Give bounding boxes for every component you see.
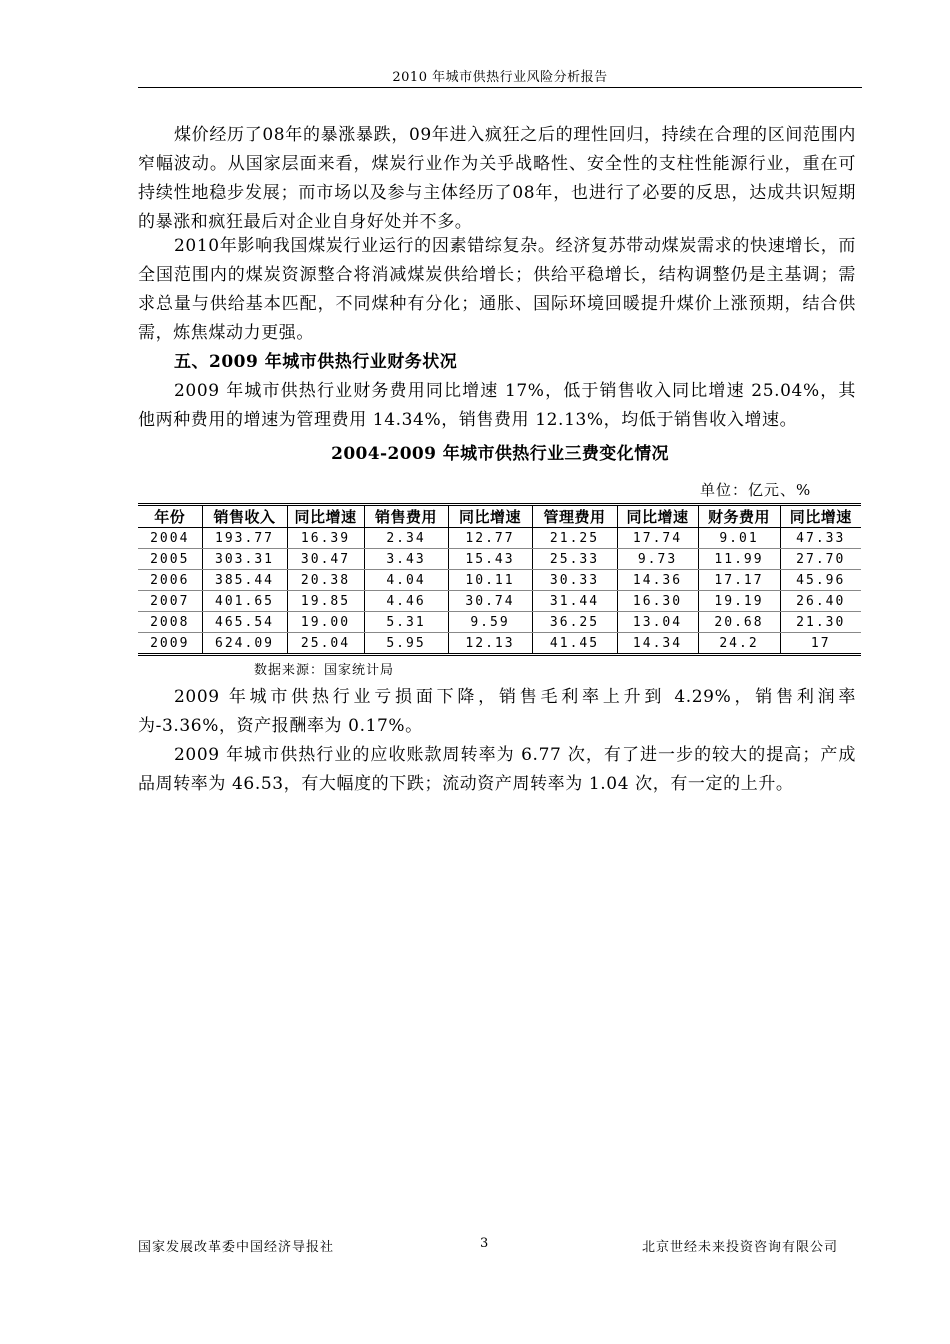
page-number: 3 <box>480 1236 489 1251</box>
col-header-growth: 同比增速 <box>780 505 861 528</box>
table-cell: 9.59 <box>448 612 532 633</box>
table-row <box>138 549 861 570</box>
table-cell: 5.95 <box>364 633 448 655</box>
section-heading: 五、2009 年城市供热行业财务状况 <box>174 352 458 372</box>
table-cell: 624.09 <box>202 633 287 655</box>
table-cell: 20.38 <box>287 570 364 591</box>
col-header-growth: 同比增速 <box>448 505 532 528</box>
table-cell: 19.00 <box>287 612 364 633</box>
table-cell: 17.74 <box>617 528 698 549</box>
table-cell: 3.43 <box>364 549 448 570</box>
table-cell: 47.33 <box>780 528 861 549</box>
table-cell-year: 2009 <box>138 633 202 655</box>
table-cell: 27.70 <box>780 549 861 570</box>
table-cell: 21.30 <box>780 612 861 633</box>
table-cell: 17 <box>780 633 861 655</box>
table-unit: 单位：亿元、% <box>700 481 812 499</box>
table-cell: 11.99 <box>698 549 780 570</box>
table-cell: 13.04 <box>617 612 698 633</box>
col-header-admin-expense: 管理费用 <box>532 505 617 528</box>
table-cell: 15.43 <box>448 549 532 570</box>
table-row <box>138 612 861 633</box>
table-cell: 25.04 <box>287 633 364 655</box>
table-row <box>138 591 861 612</box>
table-cell: 45.96 <box>780 570 861 591</box>
table-cell: 31.44 <box>532 591 617 612</box>
table-cell: 9.01 <box>698 528 780 549</box>
table-cell: 2.34 <box>364 528 448 549</box>
table-cell-year: 2004 <box>138 528 202 549</box>
col-header-sales-revenue: 销售收入 <box>202 505 287 528</box>
table-cell: 25.33 <box>532 549 617 570</box>
table-cell-year: 2007 <box>138 591 202 612</box>
table-title: 2004-2009 年城市供热行业三费变化情况 <box>331 444 669 464</box>
footer-publisher: 国家发展改革委中国经济导报社 <box>138 1240 335 1255</box>
table-cell: 21.25 <box>532 528 617 549</box>
paragraph-turnover: 2009 年城市供热行业的应收账款周转率为 6.77 次，有了进一步的较大的提高；产成品周转率为 46.53，有大幅度的下跌；流动资产周转率为 1.04 次，有一定的上升。 <box>138 745 856 794</box>
table-cell: 401.65 <box>202 591 287 612</box>
table-cell: 16.30 <box>617 591 698 612</box>
table-row <box>138 633 861 655</box>
table-cell: 4.04 <box>364 570 448 591</box>
table-cell: 17.17 <box>698 570 780 591</box>
header-rule <box>138 87 862 88</box>
table-cell: 5.31 <box>364 612 448 633</box>
table-cell: 30.74 <box>448 591 532 612</box>
table-cell: 19.85 <box>287 591 364 612</box>
table-cell: 20.68 <box>698 612 780 633</box>
table-cell: 12.77 <box>448 528 532 549</box>
table-row <box>138 570 861 591</box>
data-source: 数据来源：国家统计局 <box>254 663 395 678</box>
footer-company: 北京世经未来投资咨询有限公司 <box>641 1240 838 1255</box>
table-cell: 19.19 <box>698 591 780 612</box>
paragraph-profitability: 2009 年城市供热行业亏损面下降，销售毛利率上升到 4.29%，销售利润率为-3.36%，资产报酬率为 0.17%。 <box>138 687 856 736</box>
three-expenses-table <box>138 503 861 656</box>
table-cell: 385.44 <box>202 570 287 591</box>
paragraph-finance-expense: 2009 年城市供热行业财务费用同比增速 17%，低于销售收入同比增速 25.04%，其他两种费用的增速为管理费用 14.34%，销售费用 12.13%，均低于销售收入增速。 <box>138 381 856 430</box>
table-cell: 10.11 <box>448 570 532 591</box>
col-header-finance-expense: 财务费用 <box>698 505 780 528</box>
table-cell: 465.54 <box>202 612 287 633</box>
table-row <box>138 528 861 549</box>
paragraph-coal-price: 煤价经历了08年的暴涨暴跌，09年进入疯狂之后的理性回归，持续在合理的区间范围内窄幅波动。从国家层面来看，煤炭行业作为关乎战略性、安全性的支柱性能源行业，重在可持续性地稳步发展；而市场以及参与主体经历了08年，也进行了必要的反思，达成共识短期的暴涨和疯狂最后对企业自身好处并不多。 <box>138 125 856 232</box>
paragraph-2010-coal-factors: 2010年影响我国煤炭行业运行的因素错综复杂。经济复苏带动煤炭需求的快速增长，而全国范围内的煤炭资源整合将消减煤炭供给增长；供给平稳增长，结构调整仍是主基调；需求总量与供给基本匹配，不同煤种有分化；通胀、国际环境回暖提升煤价上涨预期，结合供需，炼焦煤动力更强。 <box>138 236 856 343</box>
table-cell: 12.13 <box>448 633 532 655</box>
col-header-growth: 同比增速 <box>617 505 698 528</box>
table-cell: 9.73 <box>617 549 698 570</box>
table-cell: 193.77 <box>202 528 287 549</box>
table-cell: 4.46 <box>364 591 448 612</box>
table-cell: 26.40 <box>780 591 861 612</box>
table-cell-year: 2006 <box>138 570 202 591</box>
table-cell-year: 2008 <box>138 612 202 633</box>
table-cell: 24.2 <box>698 633 780 655</box>
table-cell: 30.47 <box>287 549 364 570</box>
table-cell-year: 2005 <box>138 549 202 570</box>
table-cell: 14.34 <box>617 633 698 655</box>
table-cell: 14.36 <box>617 570 698 591</box>
col-header-sales-expense: 销售费用 <box>364 505 448 528</box>
page-header-title: 2010 年城市供热行业风险分析报告 <box>392 70 608 85</box>
table-cell: 36.25 <box>532 612 617 633</box>
table-cell: 303.31 <box>202 549 287 570</box>
table-cell: 41.45 <box>532 633 617 655</box>
col-header-growth: 同比增速 <box>287 505 364 528</box>
table-cell: 30.33 <box>532 570 617 591</box>
table-cell: 16.39 <box>287 528 364 549</box>
col-header-year: 年份 <box>138 505 202 528</box>
